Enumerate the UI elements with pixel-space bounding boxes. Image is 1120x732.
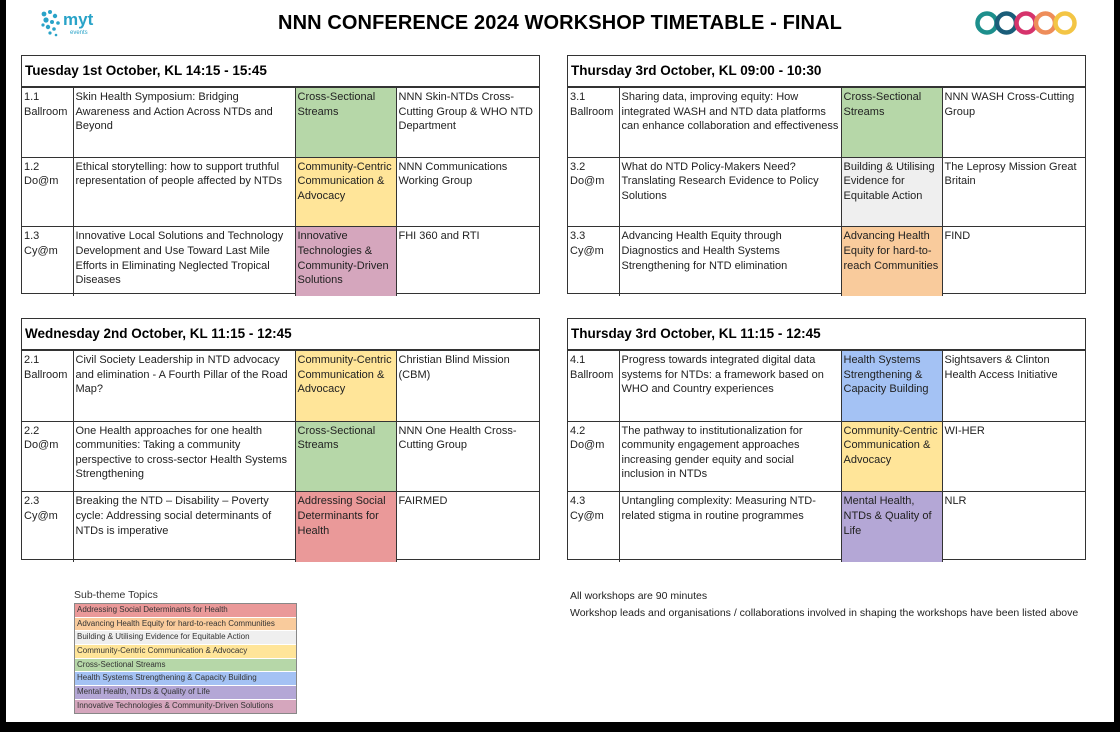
session-row — [22, 227, 539, 296]
session-row — [568, 492, 1085, 562]
session-row — [22, 492, 539, 562]
session-theme: Innovative Technologies & Community-Driven Solutions — [295, 227, 396, 296]
block-heading: Thursday 3rd October, KL 11:15 - 12:45 — [568, 319, 1085, 350]
logo-ring — [1036, 14, 1055, 33]
block-heading: Wednesday 2nd October, KL 11:15 - 12:45 — [22, 319, 539, 350]
logo-ring — [997, 14, 1016, 33]
session-row — [22, 88, 539, 158]
logo-ring — [1056, 14, 1075, 33]
session-room: 2.1 Ballroom — [22, 351, 73, 422]
session-title: Breaking the NTD – Disability – Poverty cycle: Addressing social determinants of NTDs is imperative — [73, 492, 295, 562]
legend-item: Advancing Health Equity for hard-to-reach Communities — [75, 618, 296, 632]
session-lead: WI-HER — [942, 421, 1085, 492]
session-lead: NNN Communications Working Group — [396, 157, 539, 227]
session-row — [22, 157, 539, 227]
session-title: Skin Health Symposium: Bridging Awareness and Action Across NTDs and Beyond — [73, 88, 295, 158]
session-lead: Sightsavers & Clinton Health Access Initiative — [942, 351, 1085, 422]
session-theme: Cross-Sectional Streams — [841, 88, 942, 158]
svg-text:myt: myt — [63, 10, 94, 29]
legend-item: Addressing Social Determinants for Health — [75, 604, 296, 618]
nnn-rings-logo — [974, 10, 1078, 36]
session-theme: Advancing Health Equity for hard-to-reach Communities — [841, 227, 942, 296]
footer-notes — [570, 590, 1078, 624]
session-table — [22, 350, 539, 562]
session-room: 1.2 Do@m — [22, 157, 73, 227]
session-theme: Community-Centric Communication & Advocacy — [295, 157, 396, 227]
session-room: 3.3 Cy@m — [568, 227, 619, 296]
session-block-wednesday — [21, 318, 540, 560]
session-theme: Community-Centric Communication & Advocacy — [295, 351, 396, 422]
session-title: Civil Society Leadership in NTD advocacy and elimination - A Fourth Pillar of the Road Map? — [73, 351, 295, 422]
legend-title: Sub-theme Topics — [74, 589, 158, 601]
session-row — [22, 351, 539, 422]
session-room: 2.3 Cy@m — [22, 492, 73, 562]
session-room: 4.3 Cy@m — [568, 492, 619, 562]
leads-note: Workshop leads and organisations / collaborations involved in shaping the workshops have been listed above — [570, 607, 1079, 619]
legend-list — [74, 603, 297, 714]
duration-note: All workshops are 90 minutes — [570, 590, 708, 602]
legend-item: Health Systems Strengthening & Capacity Building — [75, 672, 296, 686]
session-room: 3.2 Do@m — [568, 157, 619, 227]
legend-item: Building & Utilising Evidence for Equitable Action — [75, 631, 296, 645]
session-lead: NNN Skin-NTDs Cross-Cutting Group & WHO NTD Department — [396, 88, 539, 158]
session-row — [568, 157, 1085, 227]
session-row — [568, 88, 1085, 158]
session-title: Untangling complexity: Measuring NTD-related stigma in routine programmes — [619, 492, 841, 562]
session-lead: NNN One Health Cross-Cutting Group — [396, 421, 539, 492]
legend-item: Mental Health, NTDs & Quality of Life — [75, 686, 296, 700]
session-theme: Mental Health, NTDs & Quality of Life — [841, 492, 942, 562]
session-theme: Health Systems Strengthening & Capacity Building — [841, 351, 942, 422]
session-room: 3.1 Ballroom — [568, 88, 619, 158]
session-room: 2.2 Do@m — [22, 421, 73, 492]
session-block-thursday-morning — [567, 55, 1086, 294]
session-room: 1.3 Cy@m — [22, 227, 73, 296]
session-title: Innovative Local Solutions and Technology Development and Use Toward Last Mile Efforts in Eliminating Neglected Tropical Diseases — [73, 227, 295, 296]
session-title: The pathway to institutionalization for community engagement approaches increasing gender equity and social inclusion in NTDs — [619, 421, 841, 492]
block-heading: Tuesday 1st October, KL 14:15 - 15:45 — [22, 56, 539, 87]
session-theme: Community-Centric Communication & Advocacy — [841, 421, 942, 492]
session-room: 4.1 Ballroom — [568, 351, 619, 422]
timetable-page — [6, 0, 1114, 722]
session-block-tuesday — [21, 55, 540, 294]
session-table — [568, 350, 1085, 562]
session-title: Advancing Health Equity through Diagnostics and Health Systems Strengthening for NTD elimination — [619, 227, 841, 296]
session-room: 4.2 Do@m — [568, 421, 619, 492]
svg-text:events: events — [70, 30, 88, 36]
session-lead: FIND — [942, 227, 1085, 296]
subtheme-legend — [74, 589, 297, 714]
session-lead: FAIRMED — [396, 492, 539, 562]
page-title: NNN CONFERENCE 2024 WORKSHOP TIMETABLE - FINAL — [278, 12, 842, 34]
session-lead: FHI 360 and RTI — [396, 227, 539, 296]
block-heading: Thursday 3rd October, KL 09:00 - 10:30 — [568, 56, 1085, 87]
session-theme: Cross-Sectional Streams — [295, 88, 396, 158]
session-table — [22, 87, 539, 296]
session-block-thursday-late — [567, 318, 1086, 560]
session-title: Progress towards integrated digital data systems for NTDs: a framework based on WHO and Country experiences — [619, 351, 841, 422]
legend-item: Innovative Technologies & Community-Driven Solutions — [75, 700, 296, 713]
session-lead: Christian Blind Mission (CBM) — [396, 351, 539, 422]
session-row — [568, 421, 1085, 492]
logo-ring — [978, 14, 997, 33]
session-table — [568, 87, 1085, 296]
logo-ring — [1017, 14, 1036, 33]
session-title: Ethical storytelling: how to support truthful representation of people affected by NTDs — [73, 157, 295, 227]
legend-item: Cross-Sectional Streams — [75, 659, 296, 673]
session-room: 1.1 Ballroom — [22, 88, 73, 158]
session-lead: NNN WASH Cross-Cutting Group — [942, 88, 1085, 158]
session-theme: Cross-Sectional Streams — [295, 421, 396, 492]
session-lead: The Leprosy Mission Great Britain — [942, 157, 1085, 227]
session-row — [568, 351, 1085, 422]
session-row — [22, 421, 539, 492]
session-theme: Addressing Social Determinants for Health — [295, 492, 396, 562]
session-title: One Health approaches for one health communities: Taking a community perspective to cross-sector Health Systems Strengthening — [73, 421, 295, 492]
session-lead: NLR — [942, 492, 1085, 562]
session-title: What do NTD Policy-Makers Need? Translating Research Evidence to Policy Solutions — [619, 157, 841, 227]
legend-item: Community-Centric Communication & Advocacy — [75, 645, 296, 659]
session-theme: Building & Utilising Evidence for Equitable Action — [841, 157, 942, 227]
session-row — [568, 227, 1085, 296]
session-title: Sharing data, improving equity: How integrated WASH and NTD data platforms can enhance collaboration and effectiveness — [619, 88, 841, 158]
